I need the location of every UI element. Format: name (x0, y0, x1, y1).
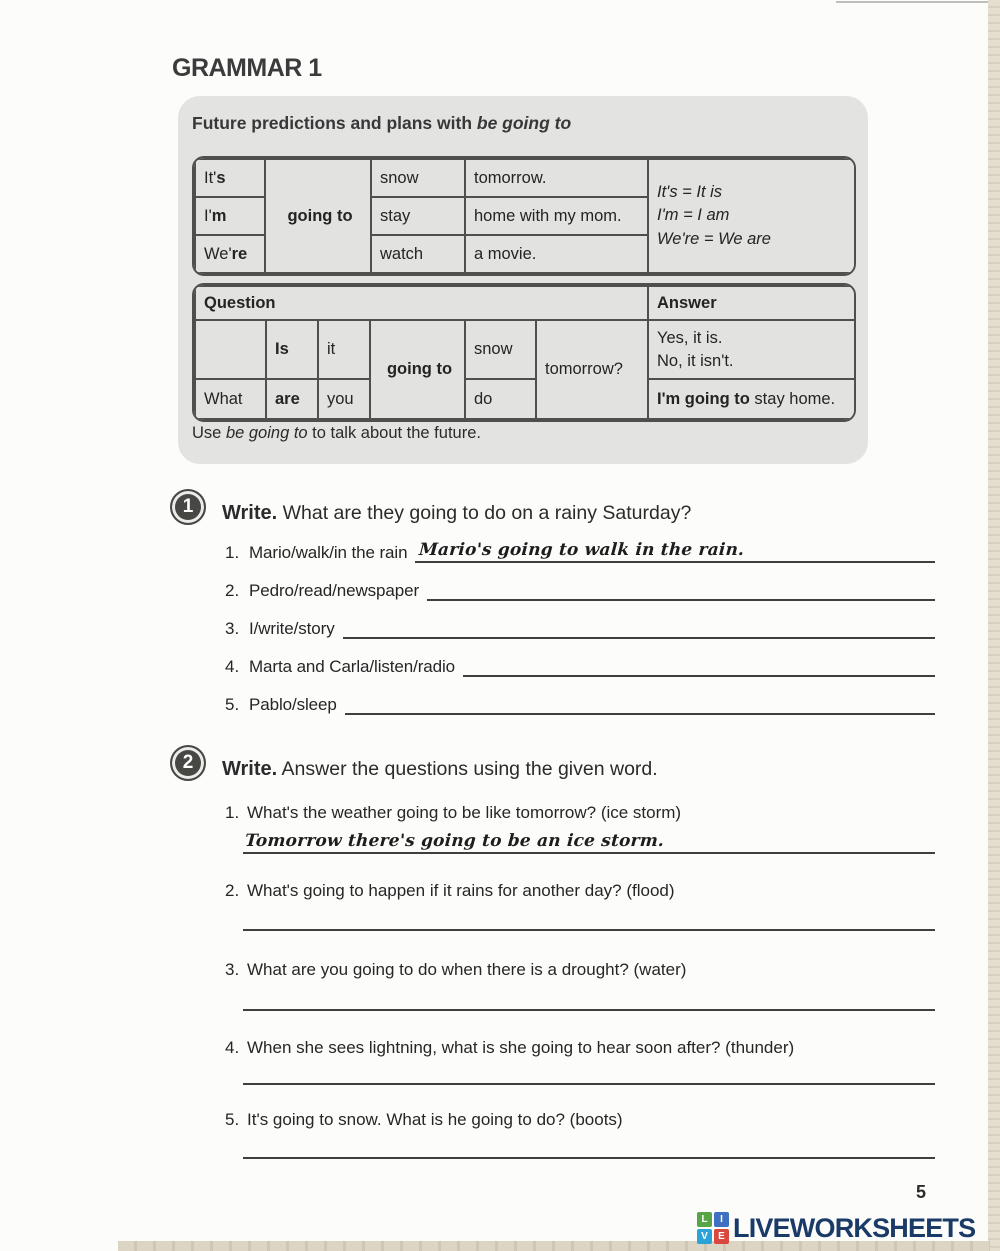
going-to-cell: going to (370, 320, 465, 419)
question-header-cell: Question (195, 286, 648, 320)
subject-cell: you (318, 379, 370, 419)
item-prompt: Pedro/read/newspaper (249, 581, 420, 600)
subject-cell: I'm (195, 197, 265, 235)
exercise1-item (225, 563, 935, 601)
answer-blank[interactable] (243, 899, 935, 931)
handwritten-answer: Mario's going to walk in the rain. (418, 540, 746, 560)
answer-cell: I'm going to stay home. (648, 379, 855, 419)
exercise1-badge: 1 (170, 489, 206, 525)
exercise2-question: 3. What are you going to do when there is a drought? (water) (225, 960, 687, 979)
answer-blank[interactable] (243, 822, 935, 854)
exercise1-item (225, 639, 935, 677)
item-number: 1. (225, 543, 240, 562)
item-prompt: Mario/walk/in the rain (249, 543, 408, 562)
verb-cell: snow (465, 320, 536, 379)
aux-cell: are (266, 379, 318, 419)
answer-blank[interactable] (343, 607, 935, 639)
scan-artifact-right (988, 0, 1000, 1251)
logo-square-e: E (714, 1229, 729, 1244)
page-number: 5 (916, 1182, 927, 1202)
answer-blank[interactable] (463, 645, 935, 677)
answer-blank[interactable] (243, 1053, 935, 1085)
verb-cell: watch (371, 235, 465, 273)
exercise2-question: 1. What's the weather going to be like tomorrow? (ice storm) (225, 803, 682, 822)
exercise2-question: 2. What's going to happen if it rains for another day? (flood) (225, 881, 675, 900)
question-row (195, 379, 855, 419)
subject-cell: It's (195, 159, 265, 197)
contraction: I'm = I am (657, 206, 730, 225)
page-title: GRAMMAR 1 (172, 54, 322, 82)
exercise2-badge: 2 (170, 745, 206, 781)
going-to-cell: going to (265, 159, 371, 273)
exercise1-items (225, 525, 935, 715)
item-number: 2. (225, 581, 240, 600)
complement-cell: a movie. (465, 235, 648, 273)
contractions-cell (648, 159, 855, 273)
item-number: 5. (225, 695, 240, 714)
question-row (195, 320, 855, 379)
liveworksheets-logo-icon (697, 1212, 729, 1244)
liveworksheets-footer (697, 1212, 975, 1244)
answer-cell: Yes, it is. No, it isn't. (648, 320, 855, 379)
answer-blank[interactable] (345, 683, 935, 715)
item-prompt: Pablo/sleep (249, 695, 337, 714)
empty-shaded-cell (195, 320, 266, 379)
answer-blank[interactable] (427, 569, 935, 601)
exercise1-item (225, 525, 935, 563)
verb-cell: snow (371, 159, 465, 197)
heading-plain: Future predictions and plans with (192, 113, 477, 133)
exercise1-title: Write. What are they going to do on a rainy Saturday? (222, 502, 692, 524)
subject-cell: it (318, 320, 370, 379)
logo-square-i: I (714, 1212, 729, 1227)
item-prompt: I/write/story (249, 619, 335, 638)
exercise1-item (225, 677, 935, 715)
handwritten-answer: Tomorrow there's going to be an ice storm. (244, 831, 665, 851)
complement-cell: home with my mom. (465, 197, 648, 235)
subject-cell: We're (195, 235, 265, 273)
contraction: We're = We are (657, 229, 771, 248)
wh-cell: What (195, 379, 266, 419)
exercise2-question: 4. When she sees lightning, what is she going to hear soon after? (thunder) (225, 1038, 795, 1057)
scan-artifact-top (836, 1, 988, 3)
usage-note: Use be going to to talk about the future. (192, 424, 481, 442)
question-table-header (195, 286, 855, 320)
grammar-panel (178, 96, 868, 464)
time-cell: tomorrow? (536, 320, 648, 419)
answer-header-cell: Answer (648, 286, 855, 320)
answer-blank[interactable] (415, 531, 935, 563)
statement-table (192, 156, 856, 276)
item-prompt: Marta and Carla/listen/radio (249, 657, 456, 676)
verb-cell: do (465, 379, 536, 419)
complement-cell: tomorrow. (465, 159, 648, 197)
contraction: It's = It is (657, 183, 723, 202)
question-table (192, 283, 856, 422)
answer-blank[interactable] (243, 979, 935, 1011)
item-number: 3. (225, 619, 240, 638)
exercise2-title: Write. Answer the questions using the given word. (222, 758, 658, 780)
verb-cell: stay (371, 197, 465, 235)
grammar-panel-heading (192, 113, 571, 134)
item-number: 4. (225, 657, 240, 676)
liveworksheets-brand-text: LIVEWORKSHEETS (733, 1213, 976, 1243)
answer-blank[interactable] (243, 1127, 935, 1159)
aux-cell: Is (266, 320, 318, 379)
exercise1-item (225, 601, 935, 639)
exercise2-question: 5. It's going to snow. What is he going to do? (boots) (225, 1110, 623, 1129)
logo-square-l: L (697, 1212, 712, 1227)
statement-row (195, 159, 855, 197)
heading-italic: be going to (476, 113, 572, 133)
logo-square-v: V (697, 1229, 712, 1244)
